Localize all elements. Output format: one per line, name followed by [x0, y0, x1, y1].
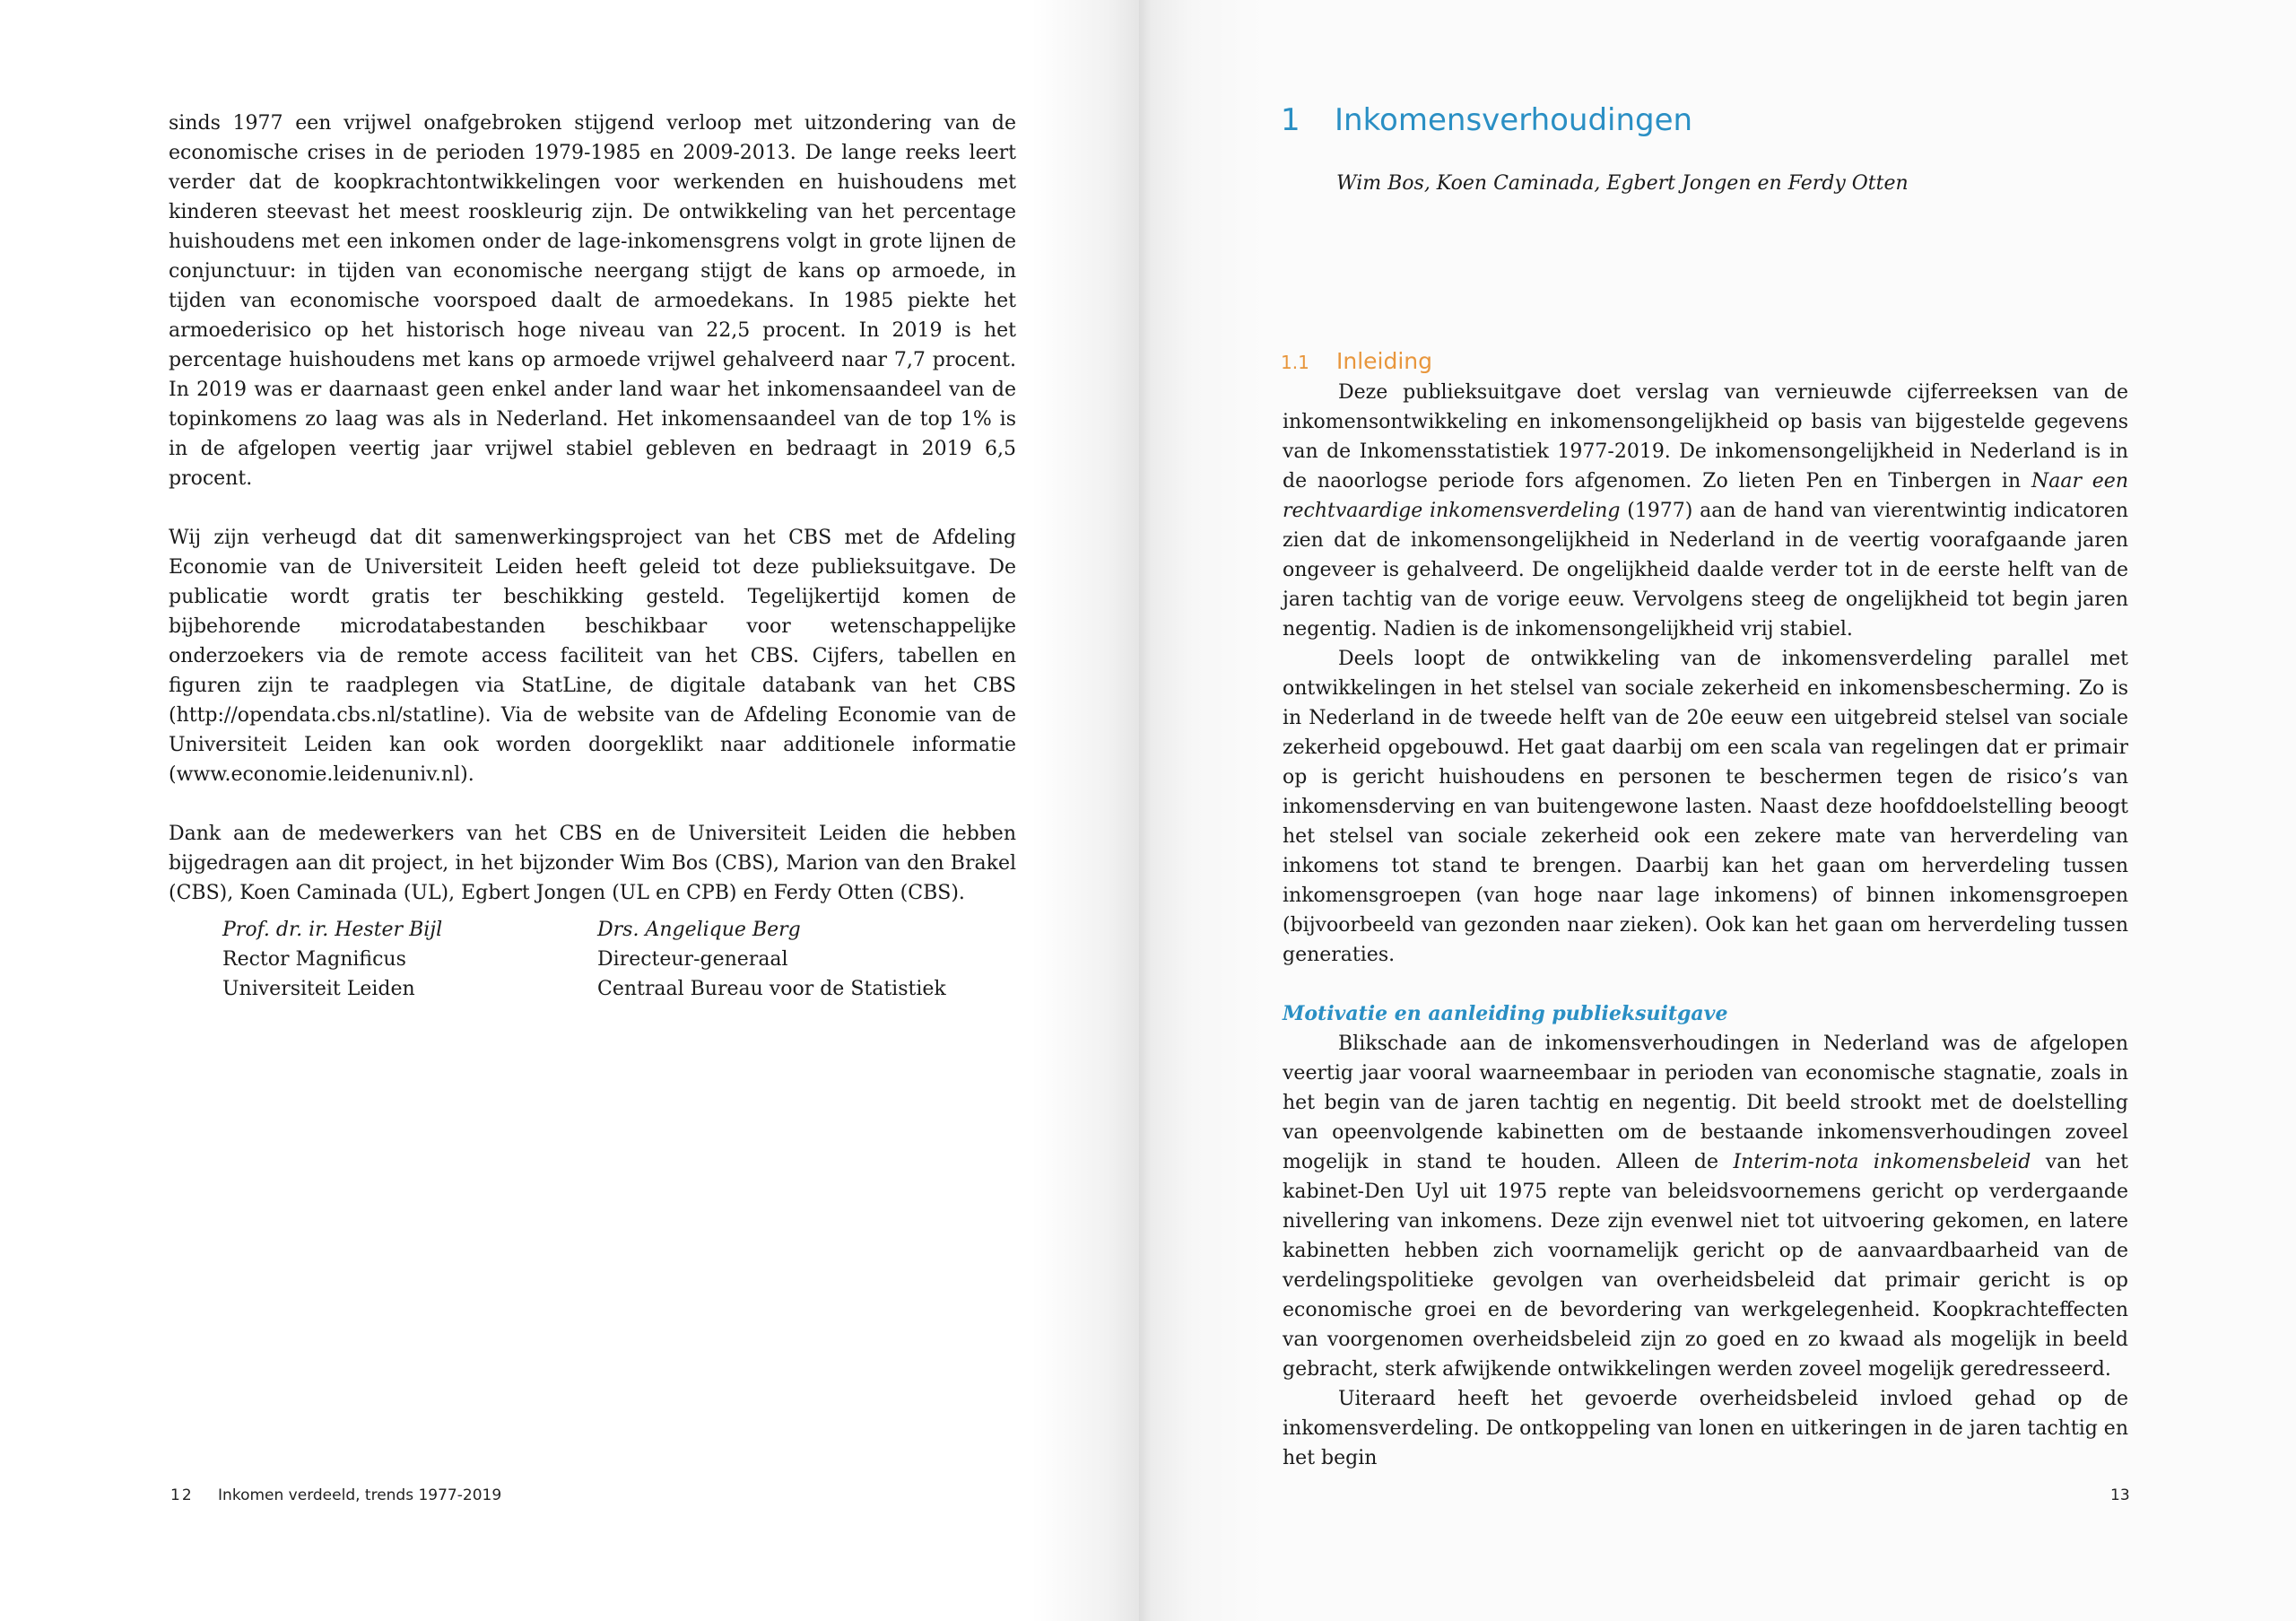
- page-number: 13: [2110, 1486, 2130, 1504]
- signatory-role: Directeur-generaal: [597, 948, 788, 971]
- left-footer: [170, 1485, 501, 1506]
- paragraph: Deels loopt de ontwikkeling van de inkomensverdeling parallel met ontwikkelingen in het stelsel van sociale zekerheid en inkomensbescherming. Zo is in Nederland in de tweede helft van de 20e eeuw een uitgebreid stelsel van sociale zekerheid opgebouwd. Het gaat daarbij om een scala van regelingen dat er primair op is gericht huishoudens en personen te beschermen tegen de risico’s van inkomensderving en van buitengewone lasten. Naast deze hoofddoelstelling beoogt het stelsel van sociale zekerheid ook een zekere mate van herverdeling van inkomens tot stand te brengen. Daarbij kan het gaan om herverdeling tussen inkomensgroepen (van hoge naar lage inkomens) of binnen inkomensgroepen (bijvoorbeeld van gezonden naar zieken). Ook kan het gaan om herverdeling tussen generaties.: [1283, 648, 2128, 966]
- paragraph: Uiteraard heeft het gevoerde overheidsbeleid invloed gehad op de inkomensverdeling. De ontkoppeling van lonen en uitkeringen in de jaren tachtig en het begin: [1283, 1388, 2128, 1469]
- running-title: Inkomen verdeeld, trends 1977-2019: [218, 1486, 502, 1504]
- paragraph: Wij zijn verheugd dat dit samenwerkingsproject van het CBS met de Afdeling Economie van de Universiteit Leiden heeft geleid tot deze publieksuitgave. De publicatie wordt gratis ter beschikking gesteld. Tegelijkertijd komen de bijbehorende microdatabestanden beschikbaar voor wetenschappelijke onderzoekers via de remote access faciliteit van het CBS. Cijfers, tabellen en figuren zijn te raadplegen via StatLine, de digitale databank van het CBS (http://opendata.cbs.nl/statline). Via de website van de Afdeling Economie van de Universiteit Leiden kan ook worden doorgeklikt naar additionele informatie (www.economie.leidenuniv.nl).: [169, 527, 1016, 786]
- right-body-text: [1283, 378, 2128, 1473]
- chapter-authors: Wim Bos, Koen Caminada, Egbert Jongen en Ferdy Otten: [1336, 172, 1909, 195]
- book-title: Naar een rechtvaardige inkomensverdeling: [1283, 470, 2128, 522]
- document-title: Interim-nota inkomensbeleid: [1733, 1151, 2031, 1173]
- signatory-organisation: Universiteit Leiden: [222, 978, 415, 1000]
- text-run: Deze publieksuitgave doet verslag van vernieuwde cijferreeksen van de inkomensontwikkeling en inkomensongelijkheid op basis van bijgestelde gegevens van de Inkomensstatistiek 1977-2019. De inkomensongelijkheid in Nederland is in de naoorlogse periode fors afgenomen. Zo lieten Pen en Tinbergen in: [1283, 381, 2128, 492]
- signatory-organisation: Centraal Bureau voor de Statistiek: [597, 978, 946, 1000]
- subheading: Motivatie en aanleiding publieksuitgave: [1283, 1002, 1728, 1025]
- chapter-title: Inkomensverhoudingen: [1335, 102, 1693, 138]
- section-title: Inleiding: [1336, 348, 1433, 374]
- signature-block-director: [597, 915, 946, 1004]
- paragraph: [1283, 378, 2128, 644]
- section-number: 1.1: [1281, 352, 1309, 373]
- paragraph: [1283, 1029, 2128, 1384]
- left-body-text: [169, 109, 1016, 908]
- text-run: Blikschade aan de inkomensverhoudingen in Nederland was de afgelopen veertig jaar vooral waarneembaar in perioden van economische stagnatie, zoals in het begin van de jaren tachtig en negentig. Dit beeld strookt met de doelstelling van opeenvolgende kabinetten om de bestaande inkomensverhoudingen zoveel mogelijk in stand te houden. Alleen de: [1283, 1033, 2128, 1173]
- left-page: [0, 0, 1139, 1621]
- text-run: van het kabinet-Den Uyl uit 1975 repte van beleidsvoornemens gericht op verdergaande nivellering van inkomens. Deze zijn evenwel niet tot uitvoering gekomen, en latere kabinetten hebben zich voornamelijk gericht op de aanvaardbaarheid van de verdelingspolitieke gevolgen van overheidsbeleid dat primair gericht is op economische groei en de bevordering van werkgelegenheid. Koopkrachteffecten van voorgenomen overheidsbeleid zijn zo goed en zo kwaad als mogelijk in beeld gebracht, sterk afwijkende ontwikkelingen werden zoveel mogelijk geredresseerd.: [1283, 1151, 2128, 1381]
- chapter-heading: [1281, 99, 1692, 142]
- right-footer: [2110, 1485, 2130, 1506]
- signatory-name: Drs. Angelique Berg: [597, 919, 801, 941]
- signatory-role: Rector Magnificus: [222, 948, 406, 971]
- signatory-name: Prof. dr. ir. Hester Bijl: [222, 919, 443, 941]
- text-run: (1977) aan de hand van vierentwintig indicatoren zien dat de inkomensongelijkheid in Nederland in de veertig voorafgaande jaren ongeveer is gehalveerd. De ongelijkheid daalde verder tot in de eerste helft van de jaren tachtig van de vorige eeuw. Vervolgens steeg de ongelijkheid tot begin jaren negentig. Nadien is de inkomensongelijkheid vrij stabiel.: [1283, 500, 2128, 641]
- signature-block-rector: [222, 915, 442, 1004]
- chapter-number: 1: [1281, 102, 1300, 138]
- section-heading: [1281, 346, 1432, 378]
- gutter-shadow: [1031, 0, 1139, 1621]
- paragraph: Dank aan de medewerkers van het CBS en de Universiteit Leiden die hebben bijgedragen aan dit project, in het bijzonder Wim Bos (CBS), Marion van den Brakel (CBS), Koen Caminada (UL), Egbert Jongen (UL en CPB) en Ferdy Otten (CBS).: [169, 823, 1016, 904]
- paragraph: sinds 1977 een vrijwel onafgebroken stijgend verloop met uitzondering van de economische crises in de perioden 1979-1985 en 2009-2013. De lange reeks leert verder dat de koopkrachtontwikkelingen voor werkenden en huishoudens met kinderen steevast het meest rooskleurig zijn. De ontwikkeling van het percentage huishoudens met een inkomen onder de lage-inkomensgrens volgt in grote lijnen de conjunctuur: in tijden van economische neergang stijgt de kans op armoede, in tijden van economische voorspoed daalt de armoedekans. In 1985 piekte het armoederisico op het historisch hoge niveau van 22,5 procent. In 2019 is het percentage huishoudens met kans op armoede vrijwel gehalveerd naar 7,7 procent. In 2019 was er daarnaast geen enkel ander land waar het inkomensaandeel van de topinkomens zo laag was als in Nederland. Het inkomensaandeel van de top 1% is in de afgelopen veertig jaar vrijwel stabiel gebleven en bedraagt in 2019 6,5 procent.: [169, 112, 1016, 490]
- page-number: 12: [170, 1486, 194, 1504]
